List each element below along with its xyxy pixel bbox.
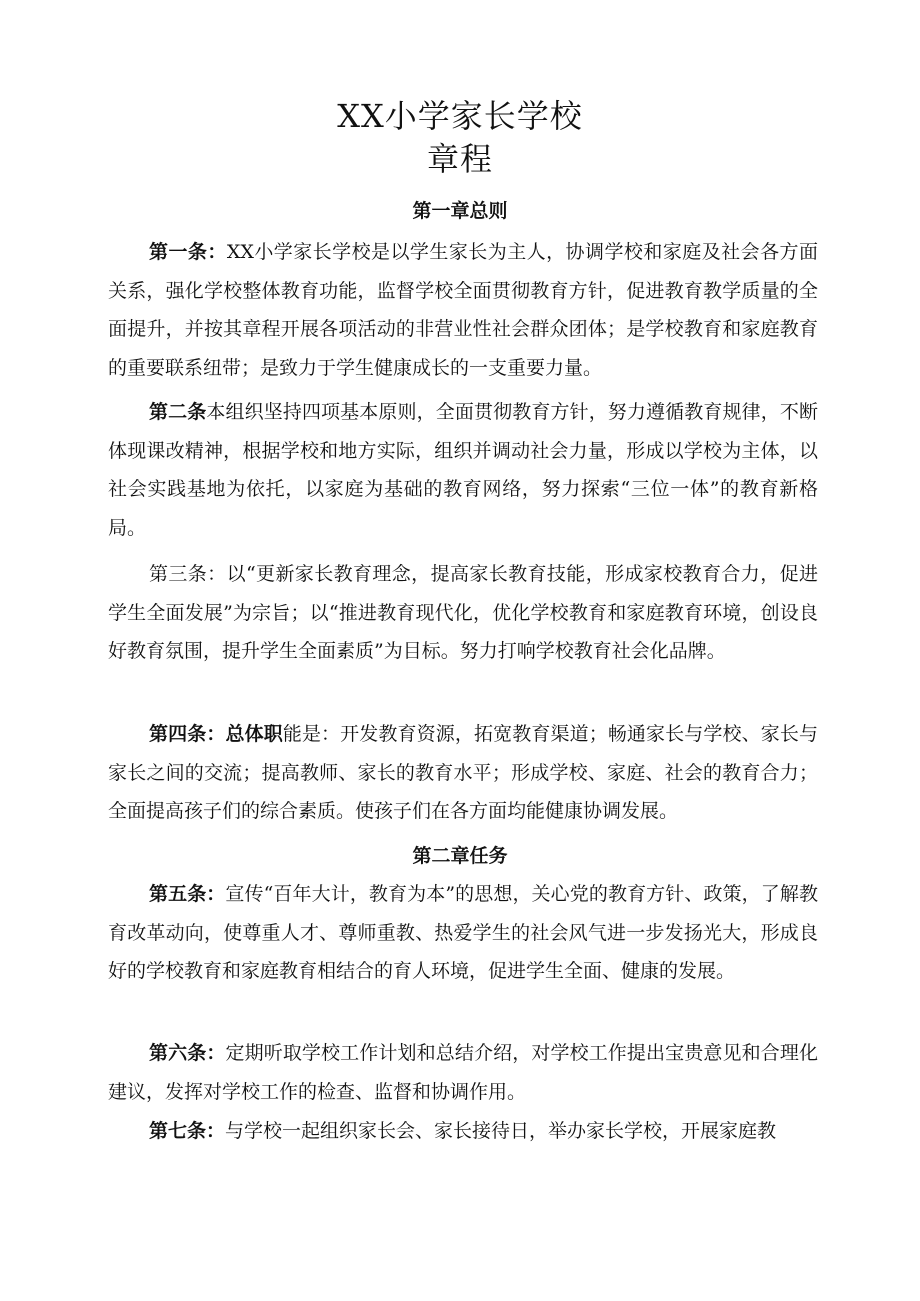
article-2 bbox=[108, 393, 818, 547]
article-text: 以“更新家长教育理念，提高家长教育技能，形成家校教育合力，促进学生全面发展”为宗旨；以“推进教育现代化，优化学校教育和家庭教育环境，创设良好教育氛围，提升学生全面素质”为目标。努力打响学校教育社会化品牌。 bbox=[108, 563, 818, 663]
chapter2-heading: 第二章任务 bbox=[412, 845, 508, 867]
article-label: 第七条： bbox=[149, 1120, 226, 1142]
article-text: 定期听取学校工作计划和总结介绍，对学校工作提出宝贵意见和合理化建议，发挥对学校工作的检查、监督和协调作用。 bbox=[108, 1042, 818, 1103]
article-label: 第五条： bbox=[149, 883, 226, 905]
article-1 bbox=[108, 233, 818, 387]
article-4 bbox=[108, 715, 818, 831]
article-label: 第四条：总体职 bbox=[149, 723, 283, 745]
article-text: 能是：开发教育资源，拓宽教育渠道；畅通家长与学校、家长与家长之间的交流；提高教师、家长的教育水平；形成学校、家庭、社会的教育合力；全面提高孩子们的综合素质。使孩子们在各方面均能健康协调发展。 bbox=[108, 723, 818, 823]
article-text: 本组织坚持四项基本原则，全面贯彻教育方针，努力遵循教育规律，不断体现课改精神，根据学校和地方实际，组织并调动社会力量，形成以学校为主体，以社会实践基地为依托，以家庭为基础的教育网络，努力探索“三位一体”的教育新格局。 bbox=[108, 401, 818, 539]
document-title-line2: 章程 bbox=[426, 140, 493, 178]
article-label: 第二条 bbox=[149, 401, 207, 423]
article-5 bbox=[108, 875, 818, 991]
article-label: 第六条： bbox=[149, 1042, 226, 1064]
article-text: 宣传“百年大计，教育为本”的思想，关心党的教育方针、政策，了解教育改革动向，使尊重人才、尊师重教、热爱学生的社会风气进一步发扬光大，形成良好的学校教育和家庭教育相结合的育人环境，促进学生全面、健康的发展。 bbox=[108, 883, 818, 983]
document-title-line1: XX小学家长学校 bbox=[337, 97, 583, 135]
article-7 bbox=[108, 1112, 818, 1151]
article-text: XX小学家长学校是以学生家长为主人，协调学校和家庭及社会各方面关系，强化学校整体教育功能，监督学校全面贯彻教育方针，促进教育教学质量的全面提升，并按其章程开展各项活动的非营业性社会群众团体；是学校教育和家庭教育的重要联系纽带；是致力于学生健康成长的一支重要力量。 bbox=[108, 241, 818, 379]
article-label: 第三条： bbox=[149, 563, 227, 585]
article-6 bbox=[108, 1034, 818, 1111]
article-3 bbox=[108, 555, 818, 671]
chapter1-heading: 第一章总则 bbox=[412, 200, 508, 222]
article-text: 与学校一起组织家长会、家长接待日，举办家长学校，开展家庭教 bbox=[225, 1120, 777, 1142]
article-label: 第一条： bbox=[149, 241, 227, 263]
